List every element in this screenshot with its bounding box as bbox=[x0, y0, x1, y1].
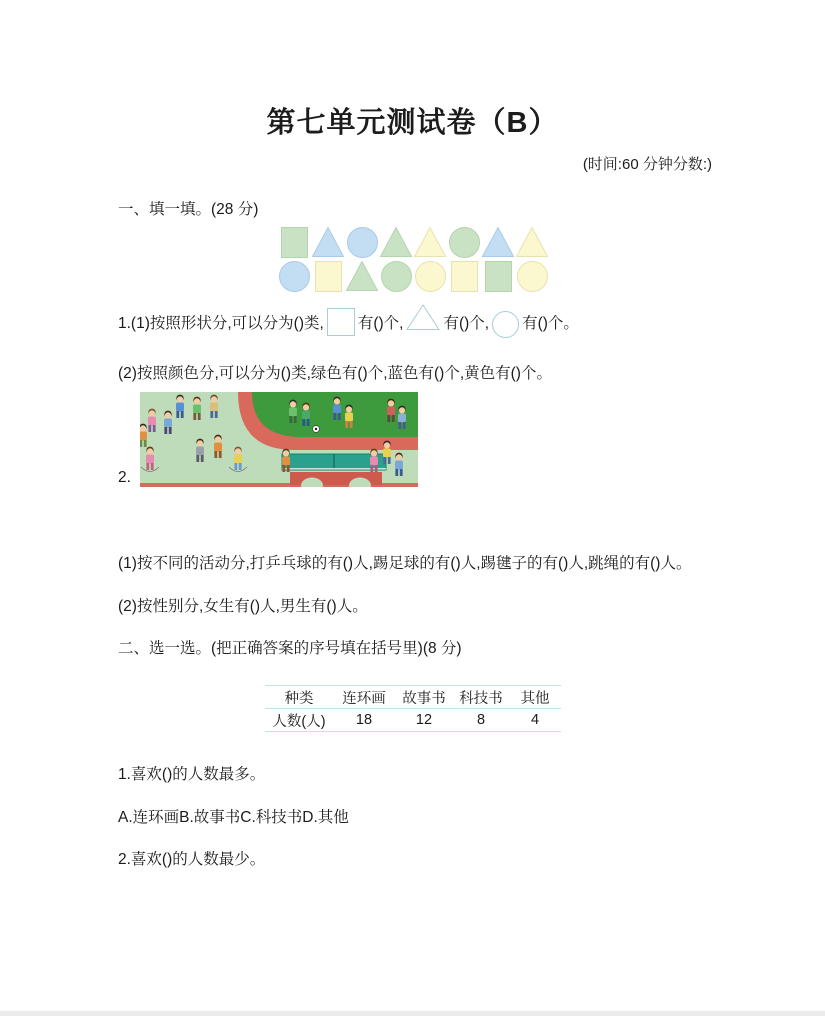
choice-options: A.连环画B.故事书C.科技书D.其他 bbox=[118, 809, 349, 826]
table-value-cell: 8 bbox=[453, 709, 509, 732]
green-square bbox=[277, 224, 311, 258]
circle-outline-icon bbox=[492, 311, 519, 338]
q1-shape-question bbox=[118, 303, 579, 334]
green-circle bbox=[447, 224, 481, 258]
green-circle bbox=[379, 258, 413, 292]
q1-after-square: 有()个, bbox=[357, 315, 404, 332]
q2-gender-question: (2)按性别分,女生有()人,男生有()人。 bbox=[118, 598, 368, 615]
triangle-outline-icon bbox=[405, 303, 441, 336]
square-outline-icon bbox=[327, 308, 355, 336]
blue-triangle bbox=[481, 224, 515, 258]
table-header-cell: 故事书 bbox=[395, 686, 453, 709]
book-type-table bbox=[265, 685, 561, 732]
table-value-cell: 4 bbox=[509, 709, 561, 732]
yellow-square bbox=[447, 258, 481, 292]
green-triangle bbox=[345, 258, 379, 292]
table-value-cell: 人数(人) bbox=[265, 709, 333, 732]
table-header-cell: 其他 bbox=[509, 686, 561, 709]
yellow-circle bbox=[515, 258, 549, 292]
table-header-cell: 连环画 bbox=[333, 686, 395, 709]
soccer-ball bbox=[313, 426, 320, 433]
section2-heading: 二、选一选。(把正确答案的序号填在括号里)(8 分) bbox=[118, 640, 462, 657]
q1-prefix: 1.(1)按照形状分,可以分为()类, bbox=[118, 315, 324, 332]
yellow-triangle bbox=[515, 224, 549, 258]
q1-after-triangle: 有()个, bbox=[443, 315, 490, 332]
choice-q1: 1.喜欢()的人数最多。 bbox=[118, 766, 266, 783]
q2-activity-question: (1)按不同的活动分,打乒乓球的有()人,踢足球的有()人,踢毽子的有()人,跳绳的有()人。 bbox=[118, 555, 692, 572]
playground-scene-image bbox=[140, 392, 418, 487]
q1-after-circle: 有()个。 bbox=[522, 315, 579, 332]
blue-circle bbox=[277, 258, 311, 292]
yellow-circle bbox=[413, 258, 447, 292]
blue-triangle bbox=[311, 224, 345, 258]
table-value-cell: 18 bbox=[333, 709, 395, 732]
blue-circle bbox=[345, 224, 379, 258]
time-score-line: (时间:60 分钟分数:) bbox=[582, 156, 712, 173]
page-title: 第七单元测试卷（B） bbox=[266, 107, 559, 139]
page-edge-strip bbox=[0, 1011, 825, 1016]
green-square bbox=[481, 258, 515, 292]
table-header-row bbox=[265, 686, 561, 709]
yellow-square bbox=[311, 258, 345, 292]
table-value-cell: 12 bbox=[395, 709, 453, 732]
table-header-cell: 种类 bbox=[265, 686, 333, 709]
green-triangle bbox=[379, 224, 413, 258]
shapes-grid bbox=[277, 224, 549, 292]
q1-color-question: (2)按照颜色分,可以分为()类,绿色有()个,蓝色有()个,黄色有()个。 bbox=[118, 365, 552, 382]
table-header-cell: 科技书 bbox=[453, 686, 509, 709]
shape-row bbox=[277, 224, 549, 258]
question2-number: 2. bbox=[118, 469, 131, 486]
yellow-triangle bbox=[413, 224, 447, 258]
choice-q2: 2.喜欢()的人数最少。 bbox=[118, 851, 266, 868]
table-value-row bbox=[265, 709, 561, 732]
section1-heading: 一、填一填。(28 分) bbox=[118, 201, 259, 218]
shape-row bbox=[277, 258, 549, 292]
